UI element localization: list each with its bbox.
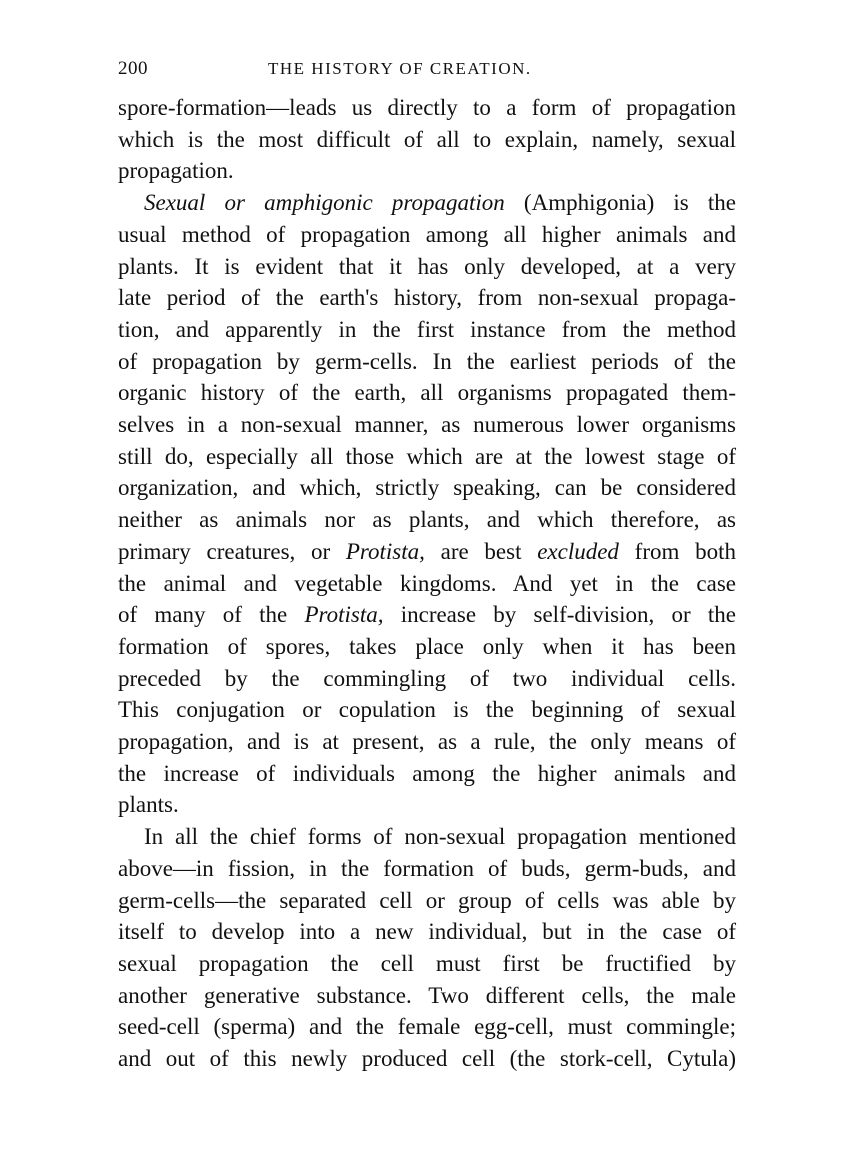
text-line: and out of this newly produced cell (the stork-cell, Cytula) <box>118 1046 736 1072</box>
text-line: usual method of propagation among all higher animals and <box>118 221 736 247</box>
text-line: itself to develop into a new individual, but in the case of <box>118 919 736 945</box>
text-line: This conjugation or copulation is the beginning of sexual <box>118 697 736 723</box>
text-line: spore-formation—leads us directly to a form of propagation <box>118 95 736 120</box>
text-line: preceded by the commingling of two individual cells. <box>118 665 736 691</box>
italic-phrase: Protista, <box>304 602 384 628</box>
text-line: formation of spores, takes place only when it has been <box>118 633 736 659</box>
text-line: plants. <box>118 792 179 818</box>
text-line: propagation. <box>118 158 234 184</box>
text-line: germ-cells—the separated cell or group of cells was able by <box>118 887 736 913</box>
text-line: of propagation by germ-cells. In the earliest periods of the <box>118 348 736 374</box>
text-line: sexual propagation the cell must first be fructified by <box>118 950 736 976</box>
text-line: seed-cell (sperma) and the female egg-cell, must commingle; <box>118 1014 736 1040</box>
text-line: the increase of individuals among the higher animals and <box>118 760 736 786</box>
text-line: organic history of the earth, all organisms propagated them- <box>118 380 736 406</box>
text-line: of many of the Protista, increase by self-division, or the <box>118 602 736 628</box>
text-line: still do, especially all those which are at the lowest stage of <box>118 443 736 469</box>
text-line: Sexual or amphigonic propagation (Amphigonia) is the <box>144 190 737 216</box>
page-number: 200 <box>118 58 148 79</box>
text-line: above—in fission, in the formation of buds, germ-buds, and <box>118 855 736 881</box>
text-line: late period of the earth's history, from non-sexual propaga- <box>118 285 736 311</box>
text-line: another generative substance. Two different cells, the male <box>118 982 736 1008</box>
text-line: primary creatures, or Protista, are best excluded from both <box>118 538 736 564</box>
book-page <box>118 58 736 1075</box>
text-line: which is the most difficult of all to explain, namely, sexual <box>118 126 736 152</box>
body-text <box>118 92 736 1075</box>
italic-phrase: excluded <box>537 538 619 564</box>
text-line: selves in a non-sexual manner, as numerous lower organisms <box>118 412 736 438</box>
text-line: the animal and vegetable kingdoms. And yet in the case <box>118 570 736 596</box>
running-head <box>118 58 736 92</box>
italic-phrase: Protista, <box>345 538 425 564</box>
text-line: tion, and apparently in the first instance from the method <box>118 316 736 342</box>
text-line: neither as animals nor as plants, and which therefore, as <box>118 507 736 533</box>
italic-phrase: Sexual or amphigonic propagation <box>144 190 505 216</box>
text-line: organization, and which, strictly speaking, can be considered <box>118 475 736 501</box>
text-line: propagation, and is at present, as a rule, the only means of <box>118 729 736 755</box>
text-line: In all the chief forms of non-sexual propagation mentioned <box>144 824 736 850</box>
text-line: plants. It is evident that it has only developed, at a very <box>118 253 736 279</box>
running-title: THE HISTORY OF CREATION. <box>268 59 532 78</box>
